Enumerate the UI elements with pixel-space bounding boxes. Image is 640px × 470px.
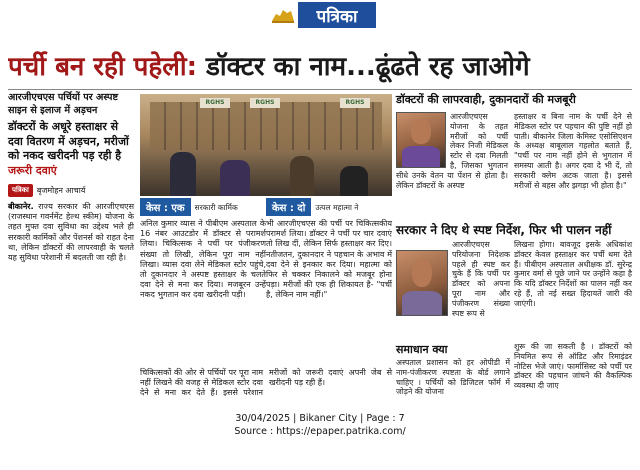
pharmacy-photo (140, 94, 392, 196)
section-1-right-text: हस्ताक्षर व बिना नाम के पर्ची देने से मेडिकल स्टोर पर पहचान की पुष्टि नहीं हो पाती। बीकानेर जिला केमिस्ट एसोसिएशन के अध्यक्ष बाबूलाल गहलोत बताते हैं, "पर्ची पर नाम नहीं होने से भुगतान में समस्या आती है। अगर दवा दे भी दें, तो सरकारी क्लेम अटक जाता है। इससे मरीजों से बहस और झगड़ा भी होता है।" (514, 112, 632, 190)
case-two-box (266, 198, 392, 366)
footer-source-line: Source : https://epaper.patrika.com/ (234, 426, 406, 437)
section-2-left-body: आरजीएचएस परियोजना निदेशक पहले ही स्पष्ट कर चुके हैं कि पर्ची पर डॉक्टर को अपना पूरा नाम और पंजीकरण संख्या स्पष्ट रूप से (452, 240, 510, 318)
photo-shelves (150, 102, 382, 150)
page-footer (0, 412, 640, 452)
case-two-header (266, 198, 392, 216)
masthead-name: पत्रिका (316, 6, 358, 27)
case-two-subject: उत्पल महात्मा ने (315, 202, 359, 212)
right-heading-1: डॉक्टरों की लापरवाही, दुकानदारों की मजबूरी (396, 93, 576, 106)
byline (8, 184, 134, 197)
section-1-left-text (396, 112, 508, 190)
subheading-2-text: डॉक्टरों के अधूरे हस्ताक्षर से दवा वितरण में अड़चन, मरीजों को नकद खरीदनी पड़ रही है (8, 120, 129, 162)
subheading-2 (8, 120, 134, 178)
case-one-header (140, 198, 266, 216)
photo-sign: RGHS (250, 98, 280, 108)
case-one-subject: सरकारी कार्मिक (194, 202, 238, 212)
right-column (396, 92, 632, 397)
photo-sign: RGHS (200, 98, 230, 108)
headline-separator: : (186, 52, 207, 82)
patrika-logo-badge: पत्रिका (8, 184, 33, 197)
section-2-right-text: लिखना होगा। बावजूद इसके अधिकांश डॉक्टर केवल हस्ताक्षर कर पर्ची थमा देते हैं। पीबीएम अस्पताल अधीक्षक डॉ. सुरेन्द्र कुमार वर्मा से पूछे जाने पर उन्होंने कहा है कि यदि डॉक्टर निर्देशों का पालन नहीं कर रहे हैं, तो नई सख्त हिदायतें जारी की जाएंगी। (514, 240, 632, 308)
right-heading-2: सरकार ने दिए थे स्पष्ट निर्देश, फिर भी पालन नहीं (396, 223, 612, 237)
masthead-logo (268, 2, 376, 28)
headline-part-1: पर्ची बन रही पहेली (8, 52, 187, 82)
headline-part-2: डॉक्टर का नाम...ढूंढते रह जाओगे (206, 52, 530, 82)
case-one-tag: केस : एक (140, 198, 191, 216)
section-pharmacist-block (396, 112, 632, 220)
case-one-body: अनिल कुमार व्यास ने पीबीएम अस्पताल के 16 नंबर आउटडोर में डॉक्टर से परामर्श लिया। चिकित्सक ने पर्ची पर पंजीकरण संख्या तो लिखी, लेकिन पूरा नाम नहीं लिखा। व्यास दवा लेने मेडिकल स्टोर पहुंचे, तो दुकानदार ने अस्पष्ट हस्ताक्षर के चलते दवा देने से मना कर दिया। मजबूरन उन्हें नकद भुगतान कर दवा खरीदनी पड़ी। (140, 219, 266, 300)
section-2-left-text (396, 240, 510, 318)
photo-person (290, 156, 314, 196)
bottom-paragraph: चिकित्सकों की ओर से पर्चियों पर पूरा नाम नहीं लिखने की वजह से मेडिकल स्टोर दवा देने से मना कर देते हैं। इससे परेशान मरीजों को जरूरी दवाएं अपनी जेब से खरीदनी पड़ रही हैं। (140, 368, 392, 397)
case-two-tag: केस : दो (266, 198, 311, 216)
page-headline (8, 46, 632, 88)
dateline: बीकानेर. (8, 202, 34, 211)
section-solution-block (396, 342, 632, 408)
subheading-2-highlight: जरूरी दवाएं (8, 163, 57, 177)
photo-sign: RGHS (340, 98, 370, 108)
reporter-name: बृजमोहन आचार्य (36, 186, 86, 195)
photo-person (340, 166, 368, 196)
lion-emblem-icon (268, 2, 298, 28)
case-two-body: भी आरजीएचएस की पर्ची पर चिकित्सकीय परामर्श लिया। डॉक्टर ने पर्ची पर चार दवाएं तो लिख दीं, लेकिन सिर्फ हस्ताक्षर कर दिए। नतीजतन, दुकानदार ने पहचान के अभाव में दवा देने से इनकार कर दिया। महात्मा को फिर से चक्कर निकालने को मजबूर होना पड़ा। मरीजों की एक ही शिकायत है- "पर्ची है, लेकिन नाम नहीं।" (266, 219, 392, 300)
footer-date-line: 30/04/2025 | Bikaner City | Page : 7 (235, 413, 405, 424)
section-1-left-body: आरजीएचएस योजना के तहत मरीजों को पर्ची लेकर निजी मेडिकल स्टोर से दवा मिलती है, जिसका भुगतान सीधे उनके वेतन या पेंशन से होता है। लेकिन डॉक्टरों के अस्पष्ट (396, 112, 508, 190)
left-column (8, 92, 134, 410)
photo-person (220, 160, 250, 196)
solution-left-text: अस्पताल प्रशासन को हर ओपीडी में नाम-पंजीकरण स्पष्टता के बोर्ड लगाने चाहिए । पर्चियों को डिजिटल फॉर्म में जोड़ने की योजना (396, 358, 510, 397)
section-directive-block (396, 240, 632, 340)
lead-text: राज्य सरकार की आरजीएचएस (राजस्थान गवर्नमेंट हेल्थ स्कीम) योजना के तहत मुफ्त दवा सुविधा का उद्देश्य भले ही सरकारी कार्मिकों और पेंशनर्स को राहत देना था, लेकिन डॉक्टरों की लापरवाही के चलते यह सुविधा परेशानी में बदलती जा रही है। (8, 202, 134, 263)
lead-paragraph (8, 202, 134, 263)
subheading-1: आरजीएचएस पर्चियों पर अस्पष्ट साइन से इलाज में अड़चन (8, 92, 119, 116)
solution-right-text: शुरू की जा सकती है । डॉक्टरों को नियमित रूप से ऑडिट और रिमाइंडर नोटिस भेजे जाएं। फार्मासिस्ट को पर्ची पर डॉक्टर की पहचान जांचने की वैकल्पिक व्यवस्था दी जाए (514, 342, 632, 391)
photo-person (170, 152, 196, 196)
solution-heading: समाधान क्या (396, 343, 448, 356)
case-one-box (140, 198, 266, 366)
headline-rule (8, 89, 632, 90)
